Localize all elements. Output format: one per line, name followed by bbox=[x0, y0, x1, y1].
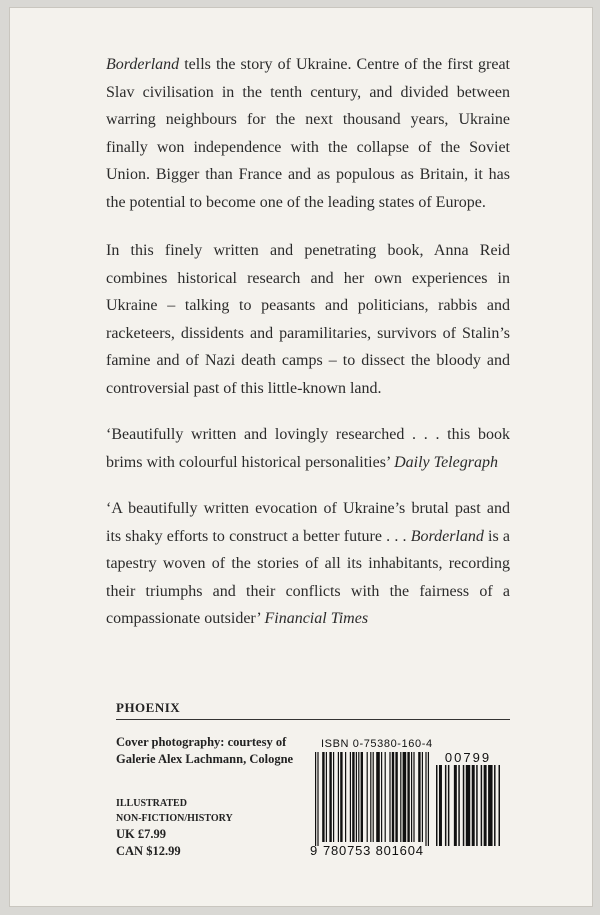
quote-source: Daily Telegraph bbox=[394, 453, 498, 471]
isbn-label: ISBN 0-75380-160-4 bbox=[321, 738, 433, 750]
book-title: Borderland bbox=[106, 56, 180, 73]
divider bbox=[116, 719, 510, 720]
review-quote-1: ‘Beautifully written and lovingly researched . . . this book brims with colourful historical personalities’ Daily Telegraph bbox=[106, 426, 510, 471]
blurb-paragraph-2: In this finely written and penetrating book, Anna Reid combines historical research and her own experiences in Ukraine – talking to peasants and politicians, rabbis and racketeers, dissidents and paramilitaries, survivors of Stalin’s famine and of Nazi death camps – to dissect the bloody and controversial past of this little-known land. bbox=[106, 242, 510, 397]
barcode-icon bbox=[313, 752, 431, 846]
category-label: NON-FICTION/HISTORY bbox=[116, 813, 233, 824]
price-can: CAN $12.99 bbox=[116, 844, 181, 858]
illustrated-label: ILLUSTRATED bbox=[116, 798, 187, 809]
blurb bbox=[106, 51, 510, 652]
book-title: Borderland bbox=[410, 527, 484, 545]
barcode-digits: 780753 801604 bbox=[323, 843, 424, 858]
publisher-name: PHOENIX bbox=[116, 700, 181, 715]
barcode-lead-digit: 9 bbox=[310, 843, 319, 858]
price-uk: UK £7.99 bbox=[116, 827, 166, 841]
cover-credits: Cover photography: courtesy of Galerie Alex Lachmann, Cologne bbox=[116, 735, 294, 766]
review-quote-2: ‘A beautifully written evocation of Ukraine’s brutal past and its shaky efforts to construct a better future . . . Borderland is a tapestry woven of the stories of all its inhabitants, recording their triumphs and their conflicts with the fairness of a compassionate outsider’ Financial Times bbox=[106, 500, 511, 627]
book-meta bbox=[116, 796, 233, 860]
addon-code: 00799 bbox=[444, 750, 492, 765]
addon-barcode-icon bbox=[434, 765, 502, 846]
blurb-paragraph-1: Borderland tells the story of Ukraine. Centre of the first great Slav civilisation in the tenth century, and divided between warring neighbours for the next thousand years, Ukraine finally won independence with the collapse of the Soviet Union. Bigger than France and as populous as Britain, it has the potential to become one of the leading states of Europe. bbox=[106, 56, 510, 211]
quote-source: Financial Times bbox=[264, 610, 369, 627]
